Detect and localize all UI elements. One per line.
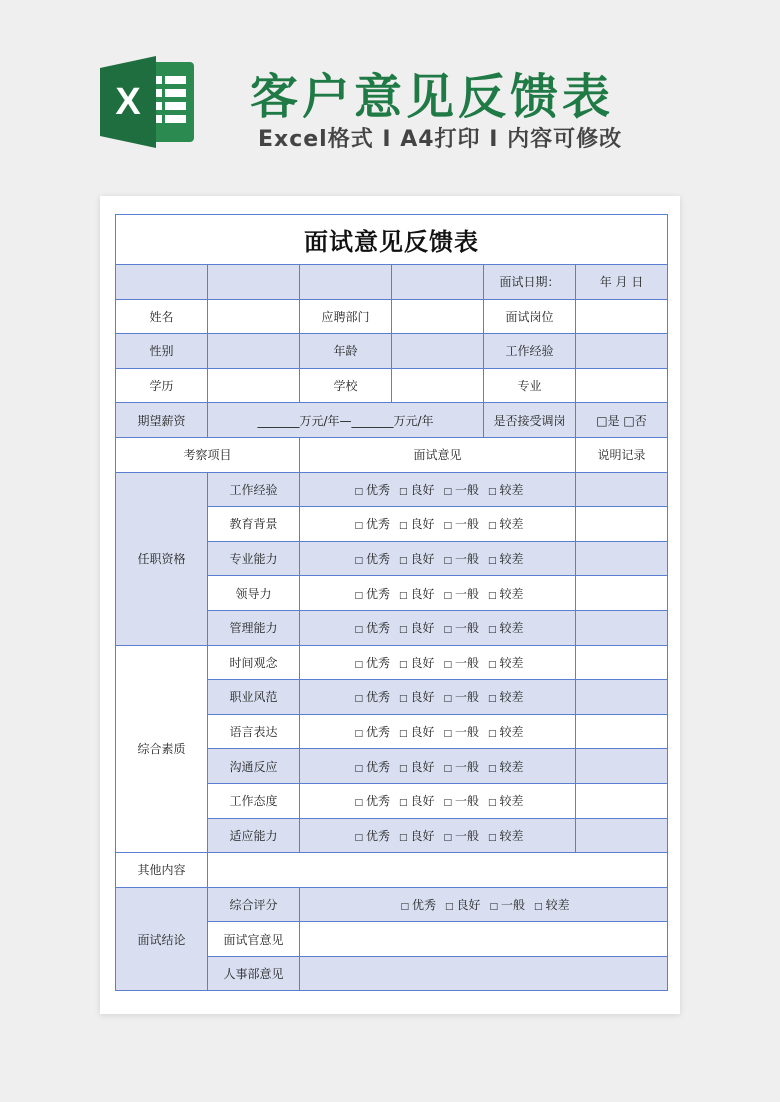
rating-label: 优秀 bbox=[365, 725, 390, 740]
rating-option[interactable] bbox=[485, 794, 524, 808]
rating-label: 一般 bbox=[455, 725, 480, 740]
checkbox-icon[interactable]: □ bbox=[488, 521, 497, 532]
blank-cell[interactable] bbox=[116, 265, 208, 300]
checkbox-icon[interactable]: □ bbox=[488, 590, 497, 601]
rating-label: 优秀 bbox=[365, 552, 390, 567]
rating-options[interactable] bbox=[300, 645, 576, 680]
table-row bbox=[116, 645, 668, 680]
rating-label: 一般 bbox=[455, 794, 480, 809]
rating-options[interactable] bbox=[300, 541, 576, 576]
rating-option[interactable] bbox=[485, 760, 524, 774]
group-quality: 综合素质 bbox=[116, 645, 208, 853]
gender-label: 性别 bbox=[116, 334, 208, 369]
rating-label: 优秀 bbox=[365, 655, 390, 670]
header-row bbox=[116, 437, 668, 472]
rating-option[interactable] bbox=[351, 621, 390, 635]
school-input[interactable] bbox=[392, 368, 484, 403]
checkbox-icon[interactable]: □ bbox=[354, 590, 363, 601]
rating-label: 优秀 bbox=[365, 690, 390, 705]
rating-label: 优秀 bbox=[365, 517, 390, 532]
rating-label: 优秀 bbox=[411, 897, 436, 912]
rating-options[interactable] bbox=[300, 576, 576, 611]
rating-option[interactable] bbox=[441, 794, 480, 808]
note-input[interactable] bbox=[576, 507, 668, 542]
rating-label: 一般 bbox=[501, 897, 526, 912]
rating-label: 较差 bbox=[499, 690, 524, 705]
rating-option[interactable] bbox=[442, 898, 481, 912]
note-input[interactable] bbox=[576, 610, 668, 645]
department-label: 应聘部门 bbox=[300, 299, 392, 334]
gender-row bbox=[116, 334, 668, 369]
feedback-table bbox=[115, 214, 668, 991]
blank-cell[interactable] bbox=[208, 265, 300, 300]
rating-options[interactable] bbox=[300, 818, 576, 853]
rating-option[interactable] bbox=[441, 483, 480, 497]
rating-label: 良好 bbox=[410, 725, 435, 740]
checkbox-icon[interactable]: □ bbox=[443, 659, 453, 670]
item-label: 面试官意见 bbox=[208, 922, 300, 957]
checkbox-icon[interactable]: □ bbox=[488, 832, 497, 843]
hr-opinion-input[interactable] bbox=[300, 956, 668, 991]
name-label: 姓名 bbox=[116, 299, 208, 334]
rating-option[interactable] bbox=[351, 587, 390, 601]
checkbox-icon[interactable]: □ bbox=[443, 798, 453, 809]
item-label: 工作经验 bbox=[208, 472, 300, 507]
rating-option[interactable] bbox=[351, 517, 390, 531]
rating-label: 良好 bbox=[456, 897, 481, 912]
header-opinion: 面试意见 bbox=[300, 437, 576, 472]
rating-label: 良好 bbox=[410, 690, 435, 705]
rating-options[interactable] bbox=[300, 714, 576, 749]
rating-option[interactable] bbox=[351, 552, 390, 566]
rating-option[interactable] bbox=[487, 898, 526, 912]
rating-option[interactable] bbox=[485, 725, 524, 739]
rating-option[interactable] bbox=[396, 760, 435, 774]
education-label: 学历 bbox=[116, 368, 208, 403]
checkbox-icon[interactable]: □ bbox=[443, 556, 453, 567]
rating-label: 优秀 bbox=[365, 621, 390, 636]
note-input[interactable] bbox=[576, 576, 668, 611]
item-label: 专业能力 bbox=[208, 541, 300, 576]
item-label: 时间观念 bbox=[208, 645, 300, 680]
checkbox-icon[interactable]: □ bbox=[443, 832, 453, 843]
rating-option[interactable] bbox=[531, 898, 570, 912]
rating-label: 良好 bbox=[410, 794, 435, 809]
banner-title: 客户意见反馈表 bbox=[250, 69, 615, 125]
checkbox-icon[interactable]: □ bbox=[398, 832, 408, 843]
checkbox-icon[interactable]: □ bbox=[443, 486, 453, 497]
rating-options[interactable] bbox=[300, 610, 576, 645]
checkbox-icon[interactable]: □ bbox=[398, 763, 408, 774]
checkbox-icon[interactable]: □ bbox=[354, 763, 363, 774]
checkbox-icon[interactable]: □ bbox=[489, 901, 499, 912]
note-input[interactable] bbox=[576, 645, 668, 680]
table-row bbox=[116, 887, 668, 922]
checkbox-icon[interactable]: □ bbox=[443, 625, 453, 636]
other-input[interactable] bbox=[208, 853, 668, 888]
name-input[interactable] bbox=[208, 299, 300, 334]
rating-label: 较差 bbox=[499, 828, 524, 843]
rating-option[interactable] bbox=[396, 483, 435, 497]
rating-label: 良好 bbox=[410, 586, 435, 601]
note-input[interactable] bbox=[576, 714, 668, 749]
rating-label: 良好 bbox=[410, 759, 435, 774]
rating-option[interactable] bbox=[396, 690, 435, 704]
rating-options[interactable] bbox=[300, 472, 576, 507]
svg-text:X: X bbox=[115, 81, 141, 123]
rating-option[interactable] bbox=[485, 517, 524, 531]
note-input[interactable] bbox=[576, 541, 668, 576]
rating-label: 一般 bbox=[455, 690, 480, 705]
rating-option[interactable] bbox=[351, 760, 390, 774]
rating-option[interactable] bbox=[351, 483, 390, 497]
header-note: 说明记录 bbox=[576, 437, 668, 472]
rating-options[interactable] bbox=[300, 680, 576, 715]
position-label: 面试岗位 bbox=[484, 299, 576, 334]
rating-option[interactable] bbox=[396, 829, 435, 843]
rating-option[interactable] bbox=[351, 794, 390, 808]
rating-options[interactable] bbox=[300, 749, 576, 784]
rating-label: 一般 bbox=[455, 655, 480, 670]
rating-label: 优秀 bbox=[365, 586, 390, 601]
rating-label: 较差 bbox=[499, 794, 524, 809]
other-label: 其他内容 bbox=[116, 853, 208, 888]
checkbox-icon[interactable]: □ bbox=[398, 556, 408, 567]
rating-label: 优秀 bbox=[365, 828, 390, 843]
rating-option[interactable] bbox=[351, 829, 390, 843]
rating-label: 较差 bbox=[499, 655, 524, 670]
rating-label: 良好 bbox=[410, 552, 435, 567]
group-qualification: 任职资格 bbox=[116, 472, 208, 645]
checkbox-icon[interactable]: □ bbox=[354, 798, 363, 809]
checkbox-icon[interactable]: □ bbox=[488, 694, 497, 705]
rating-option[interactable] bbox=[396, 587, 435, 601]
experience-input[interactable] bbox=[576, 334, 668, 369]
rating-label: 一般 bbox=[455, 482, 480, 497]
salary-label: 期望薪资 bbox=[116, 403, 208, 438]
transfer-label: 是否接受调岗 bbox=[484, 403, 576, 438]
item-label: 适应能力 bbox=[208, 818, 300, 853]
item-label: 教育背景 bbox=[208, 507, 300, 542]
salary-row bbox=[116, 403, 668, 438]
rating-label: 良好 bbox=[410, 482, 435, 497]
date-label: 面试日期： bbox=[484, 265, 576, 300]
checkbox-icon[interactable]: □ bbox=[488, 625, 497, 636]
checkbox-icon[interactable]: □ bbox=[488, 729, 497, 740]
rating-option[interactable] bbox=[396, 656, 435, 670]
checkbox-icon[interactable]: □ bbox=[488, 798, 497, 809]
rating-options[interactable] bbox=[300, 507, 576, 542]
checkbox-icon[interactable]: □ bbox=[488, 763, 497, 774]
rating-option[interactable] bbox=[441, 690, 480, 704]
checkbox-icon[interactable]: □ bbox=[354, 694, 363, 705]
major-input[interactable] bbox=[576, 368, 668, 403]
form-sheet bbox=[100, 196, 680, 1014]
rating-option[interactable] bbox=[351, 656, 390, 670]
item-label: 综合评分 bbox=[208, 887, 300, 922]
rating-option[interactable] bbox=[351, 690, 390, 704]
rating-option[interactable] bbox=[397, 898, 436, 912]
rating-option[interactable] bbox=[396, 794, 435, 808]
blank-cell[interactable] bbox=[392, 265, 484, 300]
rating-label: 优秀 bbox=[365, 482, 390, 497]
checkbox-icon[interactable]: □ bbox=[398, 590, 408, 601]
rating-option[interactable] bbox=[441, 621, 480, 635]
rating-option[interactable] bbox=[485, 587, 524, 601]
item-label: 管理能力 bbox=[208, 610, 300, 645]
interviewer-opinion-input[interactable] bbox=[300, 922, 668, 957]
rating-label: 较差 bbox=[499, 725, 524, 740]
other-row bbox=[116, 853, 668, 888]
position-input[interactable] bbox=[576, 299, 668, 334]
item-label: 职业风范 bbox=[208, 680, 300, 715]
rating-options[interactable] bbox=[300, 783, 576, 818]
school-label: 学校 bbox=[300, 368, 392, 403]
header-item: 考察项目 bbox=[116, 437, 300, 472]
rating-label: 一般 bbox=[455, 517, 480, 532]
rating-label: 较差 bbox=[545, 897, 570, 912]
rating-label: 较差 bbox=[499, 586, 524, 601]
checkbox-icon[interactable]: □ bbox=[444, 901, 454, 912]
rating-label: 一般 bbox=[455, 586, 480, 601]
rating-label: 较差 bbox=[499, 552, 524, 567]
education-row bbox=[116, 368, 668, 403]
form-title: 面试意见反馈表 bbox=[116, 215, 668, 265]
rating-label: 一般 bbox=[455, 621, 480, 636]
name-row bbox=[116, 299, 668, 334]
checkbox-icon[interactable]: □ bbox=[354, 625, 363, 636]
checkbox-icon[interactable]: □ bbox=[398, 694, 408, 705]
major-label: 专业 bbox=[484, 368, 576, 403]
checkbox-icon[interactable]: □ bbox=[354, 521, 363, 532]
rating-label: 较差 bbox=[499, 517, 524, 532]
checkbox-icon[interactable]: □ bbox=[443, 729, 453, 740]
rating-option[interactable] bbox=[485, 552, 524, 566]
checkbox-icon[interactable]: □ bbox=[534, 901, 543, 912]
rating-option[interactable] bbox=[396, 552, 435, 566]
checkbox-icon[interactable]: □ bbox=[443, 590, 453, 601]
rating-label: 良好 bbox=[410, 655, 435, 670]
checkbox-icon[interactable]: □ bbox=[354, 729, 363, 740]
transfer-options[interactable]: □是 □否 bbox=[576, 403, 668, 438]
item-label: 领导力 bbox=[208, 576, 300, 611]
checkbox-icon[interactable]: □ bbox=[398, 625, 408, 636]
blank-cell[interactable] bbox=[300, 265, 392, 300]
rating-option[interactable] bbox=[441, 725, 480, 739]
note-input[interactable] bbox=[576, 472, 668, 507]
rating-label: 较差 bbox=[499, 759, 524, 774]
banner-subtitle: Excel格式 I A4打印 I 内容可修改 bbox=[258, 127, 623, 152]
rating-option[interactable] bbox=[396, 621, 435, 635]
rating-option[interactable] bbox=[485, 621, 524, 635]
rating-label: 一般 bbox=[455, 552, 480, 567]
rating-option[interactable] bbox=[396, 725, 435, 739]
rating-option[interactable] bbox=[441, 587, 480, 601]
checkbox-icon[interactable]: □ bbox=[488, 486, 497, 497]
department-input[interactable] bbox=[392, 299, 484, 334]
rating-options[interactable] bbox=[300, 887, 668, 922]
checkbox-icon[interactable]: □ bbox=[354, 659, 363, 670]
date-value[interactable]: 年 月 日 bbox=[576, 265, 668, 300]
salary-input[interactable]: _______万元/年—_______万元/年 bbox=[208, 403, 484, 438]
checkbox-icon[interactable]: □ bbox=[400, 901, 409, 912]
item-label: 沟通反应 bbox=[208, 749, 300, 784]
rating-option[interactable] bbox=[441, 656, 480, 670]
checkbox-icon[interactable]: □ bbox=[443, 694, 453, 705]
rating-option[interactable] bbox=[441, 517, 480, 531]
item-label: 人事部意见 bbox=[208, 956, 300, 991]
rating-option[interactable] bbox=[351, 725, 390, 739]
note-input[interactable] bbox=[576, 783, 668, 818]
gender-input[interactable] bbox=[208, 334, 300, 369]
checkbox-icon[interactable]: □ bbox=[354, 556, 363, 567]
item-label: 工作态度 bbox=[208, 783, 300, 818]
rating-label: 优秀 bbox=[365, 759, 390, 774]
rating-label: 较差 bbox=[499, 482, 524, 497]
checkbox-icon[interactable]: □ bbox=[398, 521, 408, 532]
age-label: 年龄 bbox=[300, 334, 392, 369]
rating-option[interactable] bbox=[441, 552, 480, 566]
rating-option[interactable] bbox=[441, 760, 480, 774]
rating-option[interactable] bbox=[485, 656, 524, 670]
group-conclusion: 面试结论 bbox=[116, 887, 208, 991]
checkbox-icon[interactable]: □ bbox=[354, 832, 363, 843]
note-input[interactable] bbox=[576, 680, 668, 715]
table-row bbox=[116, 472, 668, 507]
rating-label: 一般 bbox=[455, 759, 480, 774]
rating-option[interactable] bbox=[441, 829, 480, 843]
rating-label: 较差 bbox=[499, 621, 524, 636]
date-row bbox=[116, 265, 668, 300]
checkbox-icon[interactable]: □ bbox=[443, 521, 453, 532]
rating-option[interactable] bbox=[485, 829, 524, 843]
note-input[interactable] bbox=[576, 749, 668, 784]
age-input[interactable] bbox=[392, 334, 484, 369]
rating-label: 优秀 bbox=[365, 794, 390, 809]
banner bbox=[0, 0, 780, 180]
checkbox-icon[interactable]: □ bbox=[398, 486, 408, 497]
rating-option[interactable] bbox=[485, 690, 524, 704]
checkbox-icon[interactable]: □ bbox=[354, 486, 363, 497]
checkbox-icon[interactable]: □ bbox=[488, 556, 497, 567]
rating-label: 良好 bbox=[410, 517, 435, 532]
checkbox-icon[interactable]: □ bbox=[398, 729, 408, 740]
rating-label: 良好 bbox=[410, 828, 435, 843]
rating-label: 良好 bbox=[410, 621, 435, 636]
rating-option[interactable] bbox=[485, 483, 524, 497]
checkbox-icon[interactable]: □ bbox=[488, 659, 497, 670]
item-label: 语言表达 bbox=[208, 714, 300, 749]
experience-label: 工作经验 bbox=[484, 334, 576, 369]
rating-option[interactable] bbox=[396, 517, 435, 531]
rating-label: 一般 bbox=[455, 828, 480, 843]
checkbox-icon[interactable]: □ bbox=[398, 798, 408, 809]
checkbox-icon[interactable]: □ bbox=[398, 659, 408, 670]
note-input[interactable] bbox=[576, 818, 668, 853]
excel-logo-icon bbox=[100, 56, 198, 148]
education-input[interactable] bbox=[208, 368, 300, 403]
checkbox-icon[interactable]: □ bbox=[443, 763, 453, 774]
